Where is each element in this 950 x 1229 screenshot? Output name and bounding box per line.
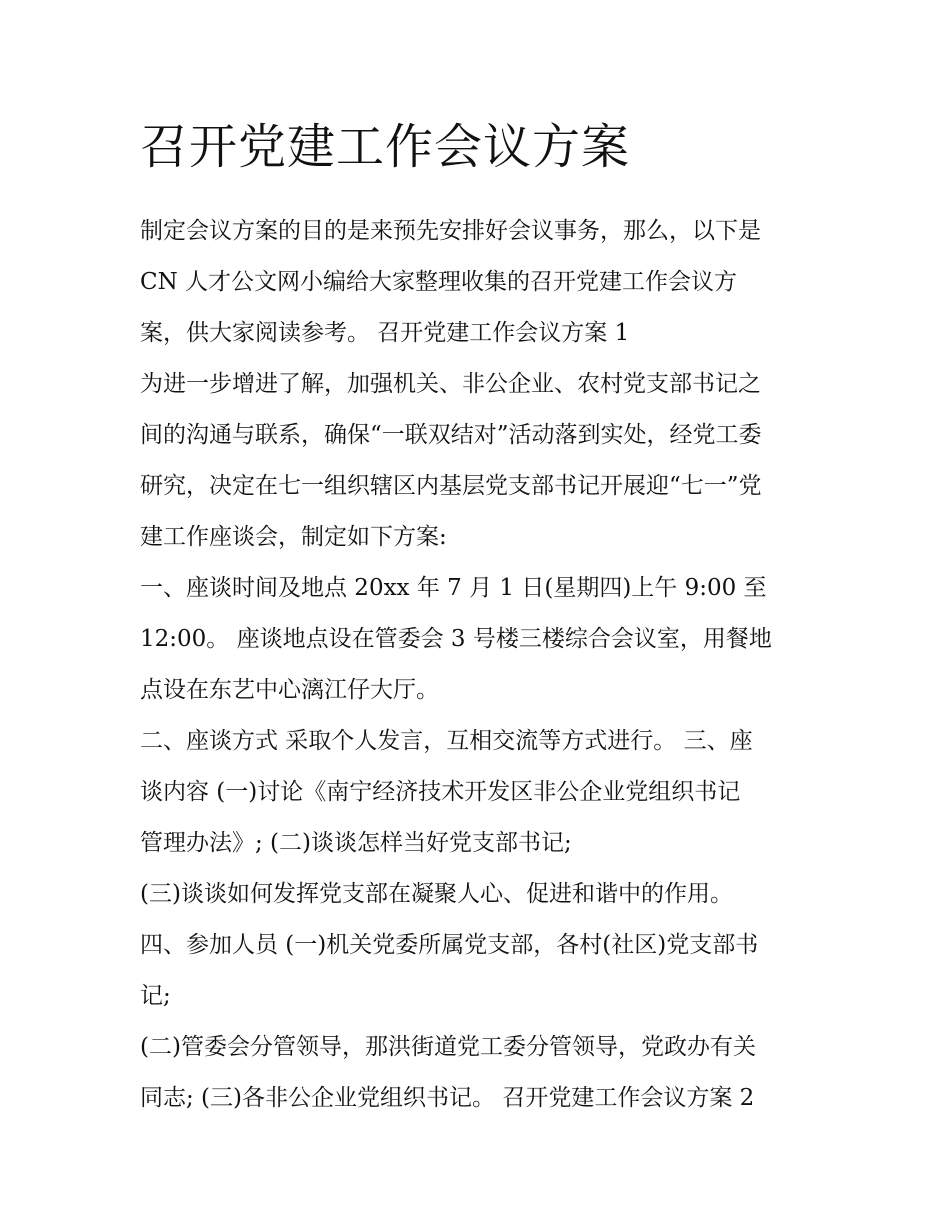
text-line: 一、座谈时间及地点 20xx 年 7 月 1 日(星期四)上午 9:00 至 xyxy=(140,575,767,601)
text-line: 建工作座谈会，制定如下方案: xyxy=(140,524,447,550)
text-line: 间的沟通与联系，确保“一联双结对”活动落到实处，经党工委 xyxy=(140,422,762,448)
text-line: 制定会议方案的目的是来预先安排好会议事务，那么，以下是 xyxy=(140,218,761,244)
text-line: 点设在东艺中心漓江仔大厅。 xyxy=(140,677,439,703)
text-line: (三)谈谈如何发挥党支部在凝聚人心、促进和谐中的作用。 xyxy=(140,881,733,907)
text-line: 四、参加人员 (一)机关党委所属党支部，各村(社区)党支部书 xyxy=(140,932,759,958)
text-line: 记; xyxy=(140,983,171,1009)
text-line: 谈内容 (一)讨论《南宁经济技术开发区非公企业党组织书记 xyxy=(140,779,741,805)
text-line: 为进一步增进了解，加强机关、非公企业、农村党支部书记之 xyxy=(140,371,761,397)
text-line: 案，供大家阅读参考。 召开党建工作会议方案 1 xyxy=(140,320,630,346)
text-line: 同志; (三)各非公企业党组织书记。 召开党建工作会议方案 2 xyxy=(140,1085,755,1111)
text-line: 12:00。 座谈地点设在管委会 3 号楼三楼综合会议室，用餐地 xyxy=(140,626,772,652)
document-title: 召开党建工作会议方案 xyxy=(140,119,631,175)
text-line: CN 人才公文网小编给大家整理收集的召开党建工作会议方 xyxy=(140,269,738,295)
text-line: 管理办法》; (二)谈谈怎样当好党支部书记; xyxy=(140,830,572,856)
text-line: 二、座谈方式 采取个人发言，互相交流等方式进行。 三、座 xyxy=(140,728,753,754)
document-page xyxy=(140,112,820,1124)
text-line: 研究，决定在七一组织辖区内基层党支部书记开展迎“七一”党 xyxy=(140,473,762,499)
document-body xyxy=(140,206,820,1124)
text-line: (二)管委会分管领导，那洪街道党工委分管领导，党政办有关 xyxy=(140,1034,756,1060)
